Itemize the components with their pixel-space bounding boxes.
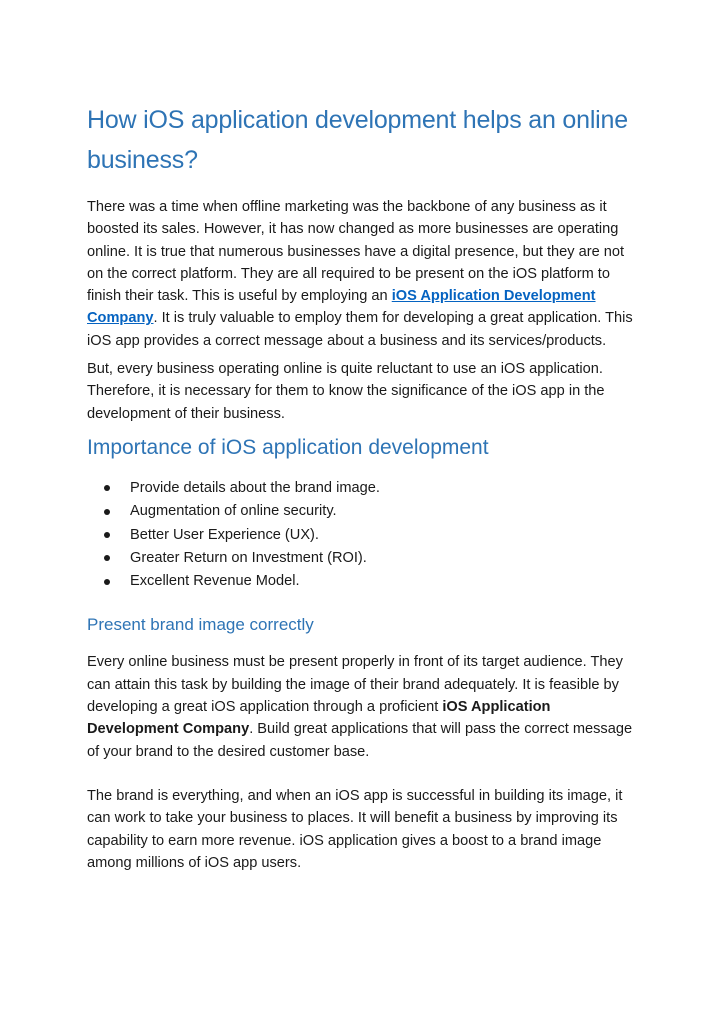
list-item (87, 524, 637, 547)
document-page (87, 100, 637, 874)
list-item (87, 477, 637, 500)
bullet-icon (104, 555, 110, 561)
list-item (87, 547, 637, 570)
bullet-icon (104, 485, 110, 491)
intro-text-before-link: There was a time when offline marketing was the backbone of any business as it boosted its sales. However, it has now changed as more businesses are operating online. It is true that numerous businesses have a digital presence, but they are not on the correct platform. They are all required to be present on the iOS platform to finish their task. This is useful by employing an (87, 199, 625, 305)
page-title: How iOS application development helps an online business? (87, 106, 628, 174)
brand-text-before-bold: Every online business must be present properly in front of its target audience. They can attain this task by building the image of their brand adequately. It is feasible by developing a great iOS application through a proficient (87, 654, 623, 716)
list-item-text: Provide details about the brand image. (130, 479, 380, 496)
list-item-text: Better User Experience (UX). (130, 526, 319, 543)
list-item-text: Excellent Revenue Model. (130, 573, 300, 590)
ios-company-link[interactable]: iOS Application Development Company (87, 288, 596, 327)
brand-paragraph-1 (87, 651, 637, 762)
brand-section-heading: Present brand image correctly (87, 615, 314, 635)
list-item-text: Greater Return on Investment (ROI). (130, 549, 367, 566)
list-item-text: Augmentation of online security. (130, 503, 337, 520)
intro-paragraph-2: But, every business operating online is quite reluctant to use an iOS application. Therefore, it is necessary for them to know the significance of the iOS app in the development of their business. (87, 361, 605, 422)
importance-heading: Importance of iOS application development (87, 435, 489, 459)
bullet-icon (104, 509, 110, 515)
list-item (87, 500, 637, 523)
paragraph-spacer (87, 763, 637, 785)
list-item (87, 570, 637, 593)
brand-paragraph-2: The brand is everything, and when an iOS app is successful in building its image, it can work to take your business to places. It will benefit a business by improving its capability to earn more revenue. iOS application gives a boost to a brand image among millions of iOS app users. (87, 787, 623, 871)
brand-text-after-bold: . Build great applications that will pass the correct message of your brand to the desired customer base. (87, 721, 633, 760)
ios-company-bold-text: iOS Application Development Company (87, 699, 551, 738)
intro-text-after-link: . It is truly valuable to employ them for developing a great application. This iOS app provides a correct message about a business and its services/products. (87, 310, 633, 349)
bullet-icon (104, 532, 110, 538)
importance-list (87, 477, 637, 593)
bullet-icon (104, 579, 110, 585)
intro-paragraph-1 (87, 196, 637, 352)
